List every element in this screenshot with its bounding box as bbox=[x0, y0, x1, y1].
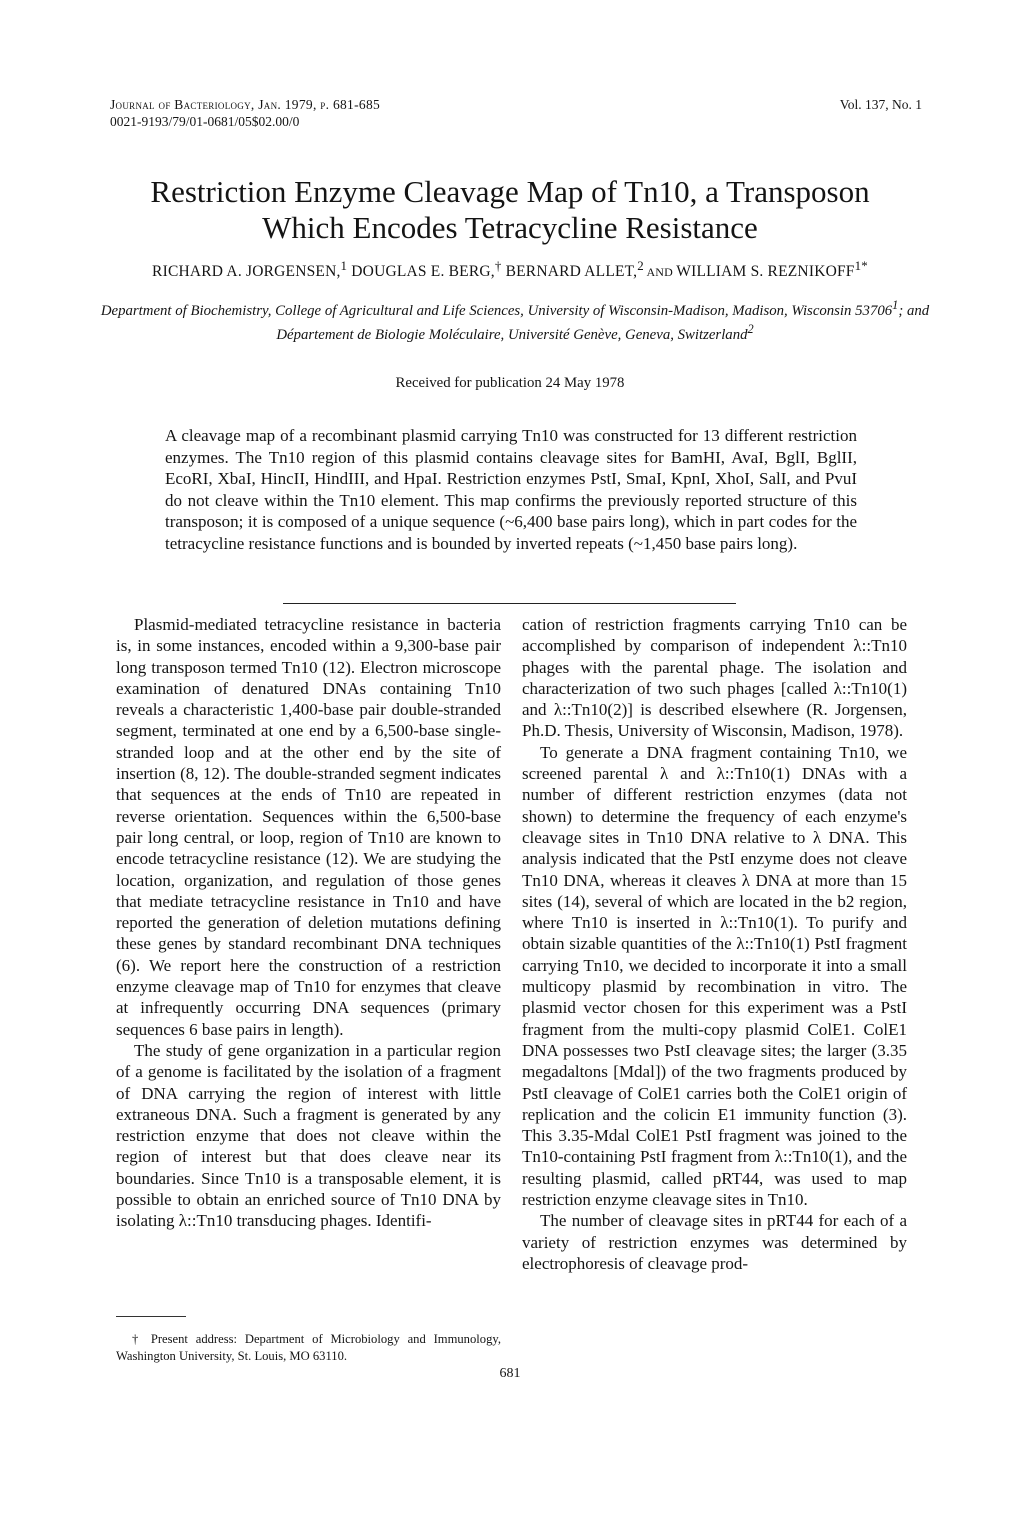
author-2-mark: † bbox=[494, 258, 502, 273]
title-line-2: Which Encodes Tetracycline Resistance bbox=[262, 210, 758, 245]
author-1-mark: 1 bbox=[340, 258, 348, 273]
body-column-left bbox=[116, 614, 501, 1232]
journal-citation: Journal of Bacteriology, Jan. 1979, p. 681-685 bbox=[110, 97, 381, 112]
footnote: † Present address: Department of Microbiology and Immunology, Washington University, St. Louis, MO 63110. bbox=[116, 1332, 501, 1363]
author-3: BERNARD ALLET, bbox=[501, 263, 638, 281]
author-conjunction: AND bbox=[643, 265, 677, 280]
affiliation-2: ; and Département de Biologie Moléculaire, Université Genève, Geneva, Switzerland bbox=[276, 302, 930, 344]
title-line-1: Restriction Enzyme Cleavage Map of Tn10, a Transposon bbox=[150, 174, 870, 209]
affiliation-1: Department of Biochemistry, College of Agricultural and Life Sciences, University of Wisconsin-Madison, Madison, Wisconsin 53706 bbox=[100, 302, 893, 319]
paragraph: The number of cleavage sites in pRT44 for each of a variety of restriction enzymes was determined by electrophoresis of cleavage prod- bbox=[522, 1211, 907, 1273]
author-2: DOUGLAS E. BERG, bbox=[347, 263, 495, 281]
volume-issue: Vol. 137, No. 1 bbox=[839, 97, 922, 112]
paragraph: cation of restriction fragments carrying Tn10 can be accomplished by comparison of independent λ::Tn10 phages with the parental phage. The isolation and characterization of two such phages [called λ::Tn10(1) and λ::Tn10(2)] is described elsewhere (R. Jorgensen, Ph.D. Thesis, University of Wisconsin, Madison, 1978). bbox=[522, 615, 907, 741]
abstract: A cleavage map of a recombinant plasmid carrying Tn10 was constructed for 13 different restriction enzymes. The Tn10 region of this plasmid contains cleavage sites for BamHI, AvaI, BglI, BglII, EcoRI, XbaI, HincII, HindIII, and HpaI. Restriction enzymes PstI, SmaI, KpnI, XhoI, SalI, and PvuI do not cleave within the Tn10 element. This map confirms the previously reported structure of this transposon; it is composed of a unique sequence (~6,400 base pairs long), which in part codes for the tetracycline resistance functions and is bounded by inverted repeats (~1,450 base pairs long). bbox=[165, 426, 857, 553]
author-4: WILLIAM S. REZNIKOFF bbox=[676, 263, 855, 281]
author-3-mark: 2 bbox=[637, 258, 644, 273]
journal-code: 0021-9193/79/01-0681/05$02.00/0 bbox=[110, 114, 300, 129]
author-4-mark: 1* bbox=[854, 258, 868, 273]
running-header bbox=[110, 96, 922, 130]
received-date: Received for publication 24 May 1978 bbox=[395, 375, 625, 391]
paragraph: Plasmid-mediated tetracycline resistance in bacteria is, in some instances, encoded within a 9,300-base pair long transposon termed Tn10 (12). Electron microscope examination of denatured DNAs containing Tn10 reveals a characteristic 1,400-base pair double-stranded segment, terminated at one end by a 6,500-base single-stranded loop and at the other end by the site of insertion (8, 12). The double-stranded segment indicates that sequences at the ends of Tn10 are repeated in reverse orientation. Sequences within the 6,500-base pair long central, or loop, region of Tn10 are known to encode tetracycline resistance (12). We are studying the location, organization, and regulation of those genes that mediate tetracycline resistance in Tn10 and have reported the generation of deletion mutations defining these genes by standard recombinant DNA techniques (6). We report here the construction of a restriction enzyme cleavage map of Tn10 for enzymes that cleave at infrequently occurring DNA sequences (primary sequences 6 base pairs in length). bbox=[116, 615, 501, 1039]
body-column-right bbox=[522, 614, 907, 1274]
affiliation-1-mark: 1 bbox=[892, 298, 899, 312]
paragraph: The study of gene organization in a particular region of a genome is facilitated by the isolation of a fragment of DNA carrying the region of interest with little extraneous DNA. Such a fragment is generated by any restriction enzyme that does not cleave within the region of interest but that does cleave near its boundaries. Since Tn10 is a transposable element, it is possible to obtain an enriched source of Tn10 DNA by isolating λ::Tn10 transducing phages. Identifi- bbox=[116, 1040, 501, 1231]
footnote-divider bbox=[116, 1316, 186, 1317]
article-title bbox=[60, 174, 960, 246]
affiliations bbox=[92, 296, 938, 345]
paragraph: To generate a DNA fragment containing Tn10, we screened parental λ and λ::Tn10(1) DNAs with a number of different restriction enzymes (data not shown) to determine the frequency of each enzyme's cleavage sites in Tn10 DNA relative to λ DNA. This analysis indicated that the PstI enzyme does not cleave Tn10 DNA, whereas it cleaves λ DNA at more than 15 sites (14), several of which are located in the b2 region, where Tn10 is inserted in λ::Tn10(1). To purify and obtain sizable quantities of the λ::Tn10(1) PstI fragment carrying Tn10, we decided to incorporate it into a small multicopy plasmid by recombination in vitro. The plasmid vector chosen for this experiment was a PstI fragment from the multi-copy plasmid ColE1. ColE1 DNA possesses two PstI cleavage sites; the larger (3.35 megadaltons [Mdal]) of the two fragments produced by PstI cleavage of ColE1 carries both the ColE1 origin of replication and the colicin E1 immunity function (3). This 3.35-Mdal ColE1 PstI fragment was joined to the Tn10-containing PstI fragment from λ::Tn10(1), and the resulting plasmid, called pRT44, was used to map restriction enzyme cleavage sites in Tn10. bbox=[522, 742, 907, 1210]
abstract-divider bbox=[283, 603, 736, 604]
author-list bbox=[100, 256, 920, 282]
page-number: 681 bbox=[499, 1366, 521, 1381]
author-1: RICHARD A. JORGENSEN, bbox=[152, 263, 341, 281]
affiliation-2-mark: 2 bbox=[747, 322, 754, 337]
